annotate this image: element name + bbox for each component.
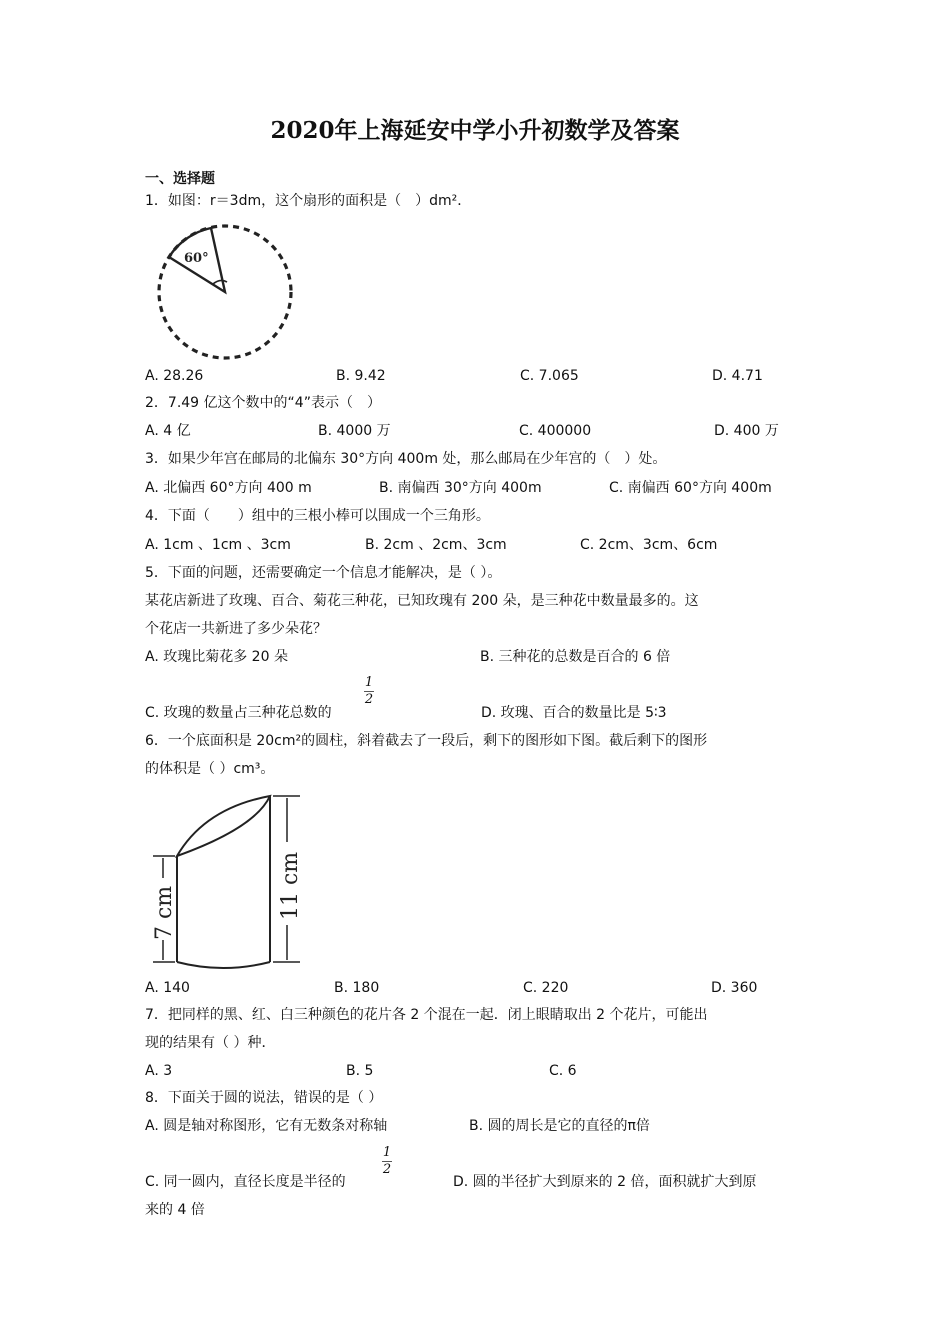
- q2-option-b: B. 4000 万: [318, 423, 391, 439]
- q5-option-a: A. 玫瑰比菊花多 20 朵: [145, 649, 288, 665]
- q8-option-d: D. 圆的半径扩大到原来的 2 倍，面积就扩大到原: [453, 1174, 757, 1190]
- q4-option-a: A. 1cm 、1cm 、3cm: [145, 537, 291, 553]
- angle-label: 60°: [184, 251, 209, 266]
- page-title: 2020年上海延安中学小升初数学及答案: [270, 117, 680, 144]
- question-7-stem-line1: 7．把同样的黑、红、白三种颜色的花片各 2 个混在一起．闭上眼睛取出 2 个花片，可能出: [145, 1007, 708, 1023]
- fraction-numerator: 1: [382, 1145, 392, 1160]
- fraction-numerator: 1: [364, 675, 374, 690]
- cut-ellipse: [177, 796, 270, 856]
- question-4-stem: 4．下面（ ）组中的三根小棒可以围成一个三角形。: [145, 508, 490, 524]
- q5-option-d: D. 玫瑰、百合的数量比是 5∶3: [481, 705, 667, 721]
- q5-fraction: [362, 676, 376, 707]
- q3-option-a: A. 北偏西 60°方向 400 m: [145, 480, 312, 496]
- q1-option-d: D. 4.71: [712, 368, 763, 384]
- q8-option-d-continued: 来的 4 倍: [145, 1202, 205, 1218]
- q1-option-c: C. 7.065: [520, 368, 579, 384]
- question-6-stem-line2: 的体积是（ ）cm³。: [145, 761, 275, 777]
- question-5-stem: 5．下面的问题，还需要确定一个信息才能解决，是（ ）。: [145, 565, 502, 581]
- right-dim-label: 11 cm: [278, 851, 303, 920]
- q8-fraction: [380, 1146, 394, 1177]
- fraction-denominator: 2: [364, 692, 374, 707]
- question-2-stem: 2．7.49 亿这个数中的“4”表示（ ）: [145, 395, 381, 411]
- q4-option-c: C. 2cm、3cm、6cm: [580, 537, 718, 553]
- cut-cylinder-diagram: [145, 790, 310, 975]
- q2-option-a: A. 4 亿: [145, 423, 191, 439]
- q3-option-b: B. 南偏西 30°方向 400m: [379, 480, 542, 496]
- cylinder-base: [177, 962, 270, 968]
- question-6-stem-line1: 6．一个底面积是 20cm²的圆柱，斜着截去了一段后，剩下的图形如下图。截后剩下的图形: [145, 733, 708, 749]
- q6-option-a: A. 140: [145, 980, 190, 996]
- q8-option-a: A. 圆是轴对称图形，它有无数条对称轴: [145, 1118, 388, 1134]
- angle-arc: [213, 280, 227, 284]
- sector-diagram: [150, 220, 300, 365]
- q1-option-a: A. 28.26: [145, 368, 204, 384]
- left-dim-label: 7 cm: [152, 885, 177, 940]
- q8-option-c: C. 同一圆内，直径长度是半径的: [145, 1174, 346, 1190]
- question-8-stem: 8．下面关于圆的说法，错误的是（ ）: [145, 1090, 383, 1106]
- q7-option-b: B. 5: [346, 1063, 374, 1079]
- question-5-body-line2: 个花店一共新进了多少朵花？: [145, 621, 327, 637]
- q7-option-a: A. 3: [145, 1063, 173, 1079]
- q8-option-b: B. 圆的周长是它的直径的π倍: [469, 1118, 650, 1134]
- q6-option-d: D. 360: [711, 980, 758, 996]
- q4-option-b: B. 2cm 、2cm、3cm: [365, 537, 507, 553]
- q2-option-d: D. 400 万: [714, 423, 779, 439]
- question-7-stem-line2: 现的结果有（ ）种．: [145, 1035, 276, 1051]
- q1-option-b: B. 9.42: [336, 368, 386, 384]
- q6-option-c: C. 220: [523, 980, 569, 996]
- q2-option-c: C. 400000: [519, 423, 592, 439]
- fraction-denominator: 2: [382, 1162, 392, 1177]
- question-1-stem: 1．如图：r＝3dm，这个扇形的面积是（ ）dm²．: [145, 193, 472, 209]
- question-5-body-line1: 某花店新进了玫瑰、百合、菊花三种花，已知玫瑰有 200 朵，是三种花中数量最多的。这: [145, 593, 699, 609]
- q5-option-b: B. 三种花的总数是百合的 6 倍: [480, 649, 671, 665]
- q5-option-c: C. 玫瑰的数量占三种花总数的: [145, 705, 332, 721]
- q6-option-b: B. 180: [334, 980, 380, 996]
- q7-option-c: C. 6: [549, 1063, 577, 1079]
- section-heading: 一、选择题: [145, 171, 215, 187]
- question-3-stem: 3．如果少年宫在邮局的北偏东 30°方向 400m 处，那么邮局在少年宫的（ ）处。: [145, 451, 667, 467]
- q3-option-c: C. 南偏西 60°方向 400m: [609, 480, 772, 496]
